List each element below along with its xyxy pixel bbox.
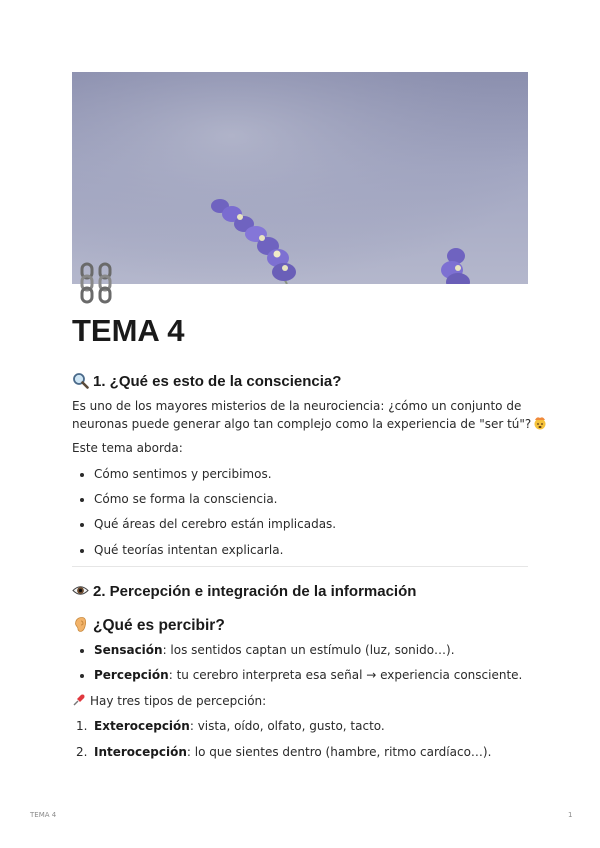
section2-subheading [72, 616, 225, 636]
section1-heading-text: 1. ¿Qué es esto de la consciencia? [93, 373, 342, 390]
pushpin-icon [72, 693, 86, 707]
list-item: Percepción: tu cerebro interpreta esa señal → experiencia consciente. [72, 667, 522, 684]
list-item: Cómo sentimos y percibimos. [72, 466, 272, 483]
list-item: 1. Exterocepción: vista, oído, olfato, gusto, tacto. [76, 719, 385, 733]
section2-heading-text: 2. Percepción e integración de la información [93, 583, 417, 600]
section1-intro-line2-text: neuronas puede generar algo tan complejo como la experiencia de "ser tú"? [72, 417, 532, 431]
list-item: Sensación: los sentidos captan un estímulo (luz, sonido…). [72, 642, 455, 659]
section1-lead: Este tema aborda: [72, 441, 183, 455]
list-item: Cómo se forma la consciencia. [72, 491, 277, 508]
cover-image [72, 72, 528, 284]
eye-icon [72, 582, 89, 599]
chain-link-icon [78, 262, 118, 306]
mind-blown-emoji [533, 416, 547, 430]
list-item: Qué áreas del cerebro están implicadas. [72, 516, 336, 533]
list-item: Qué teorías intentan explicarla. [72, 542, 283, 559]
ear-icon [72, 616, 89, 633]
types-lead: Hay tres tipos de percepción: [72, 693, 266, 710]
footer-title: TEMA 4 [30, 811, 57, 819]
magnifier-icon [72, 372, 89, 389]
divider [72, 566, 528, 567]
section2-heading [72, 582, 416, 602]
section1-intro-line2 [72, 416, 547, 433]
page-title: TEMA 4 [72, 313, 185, 348]
section1-heading [72, 372, 341, 392]
list-item: 2. Interocepción: lo que sientes dentro (hambre, ritmo cardíaco…). [76, 745, 492, 759]
section2-subheading-text: ¿Qué es percibir? [93, 617, 225, 634]
page-number: 1 [568, 811, 573, 819]
section1-intro-line1: Es uno de los mayores misterios de la neurociencia: ¿cómo un conjunto de [72, 399, 522, 413]
